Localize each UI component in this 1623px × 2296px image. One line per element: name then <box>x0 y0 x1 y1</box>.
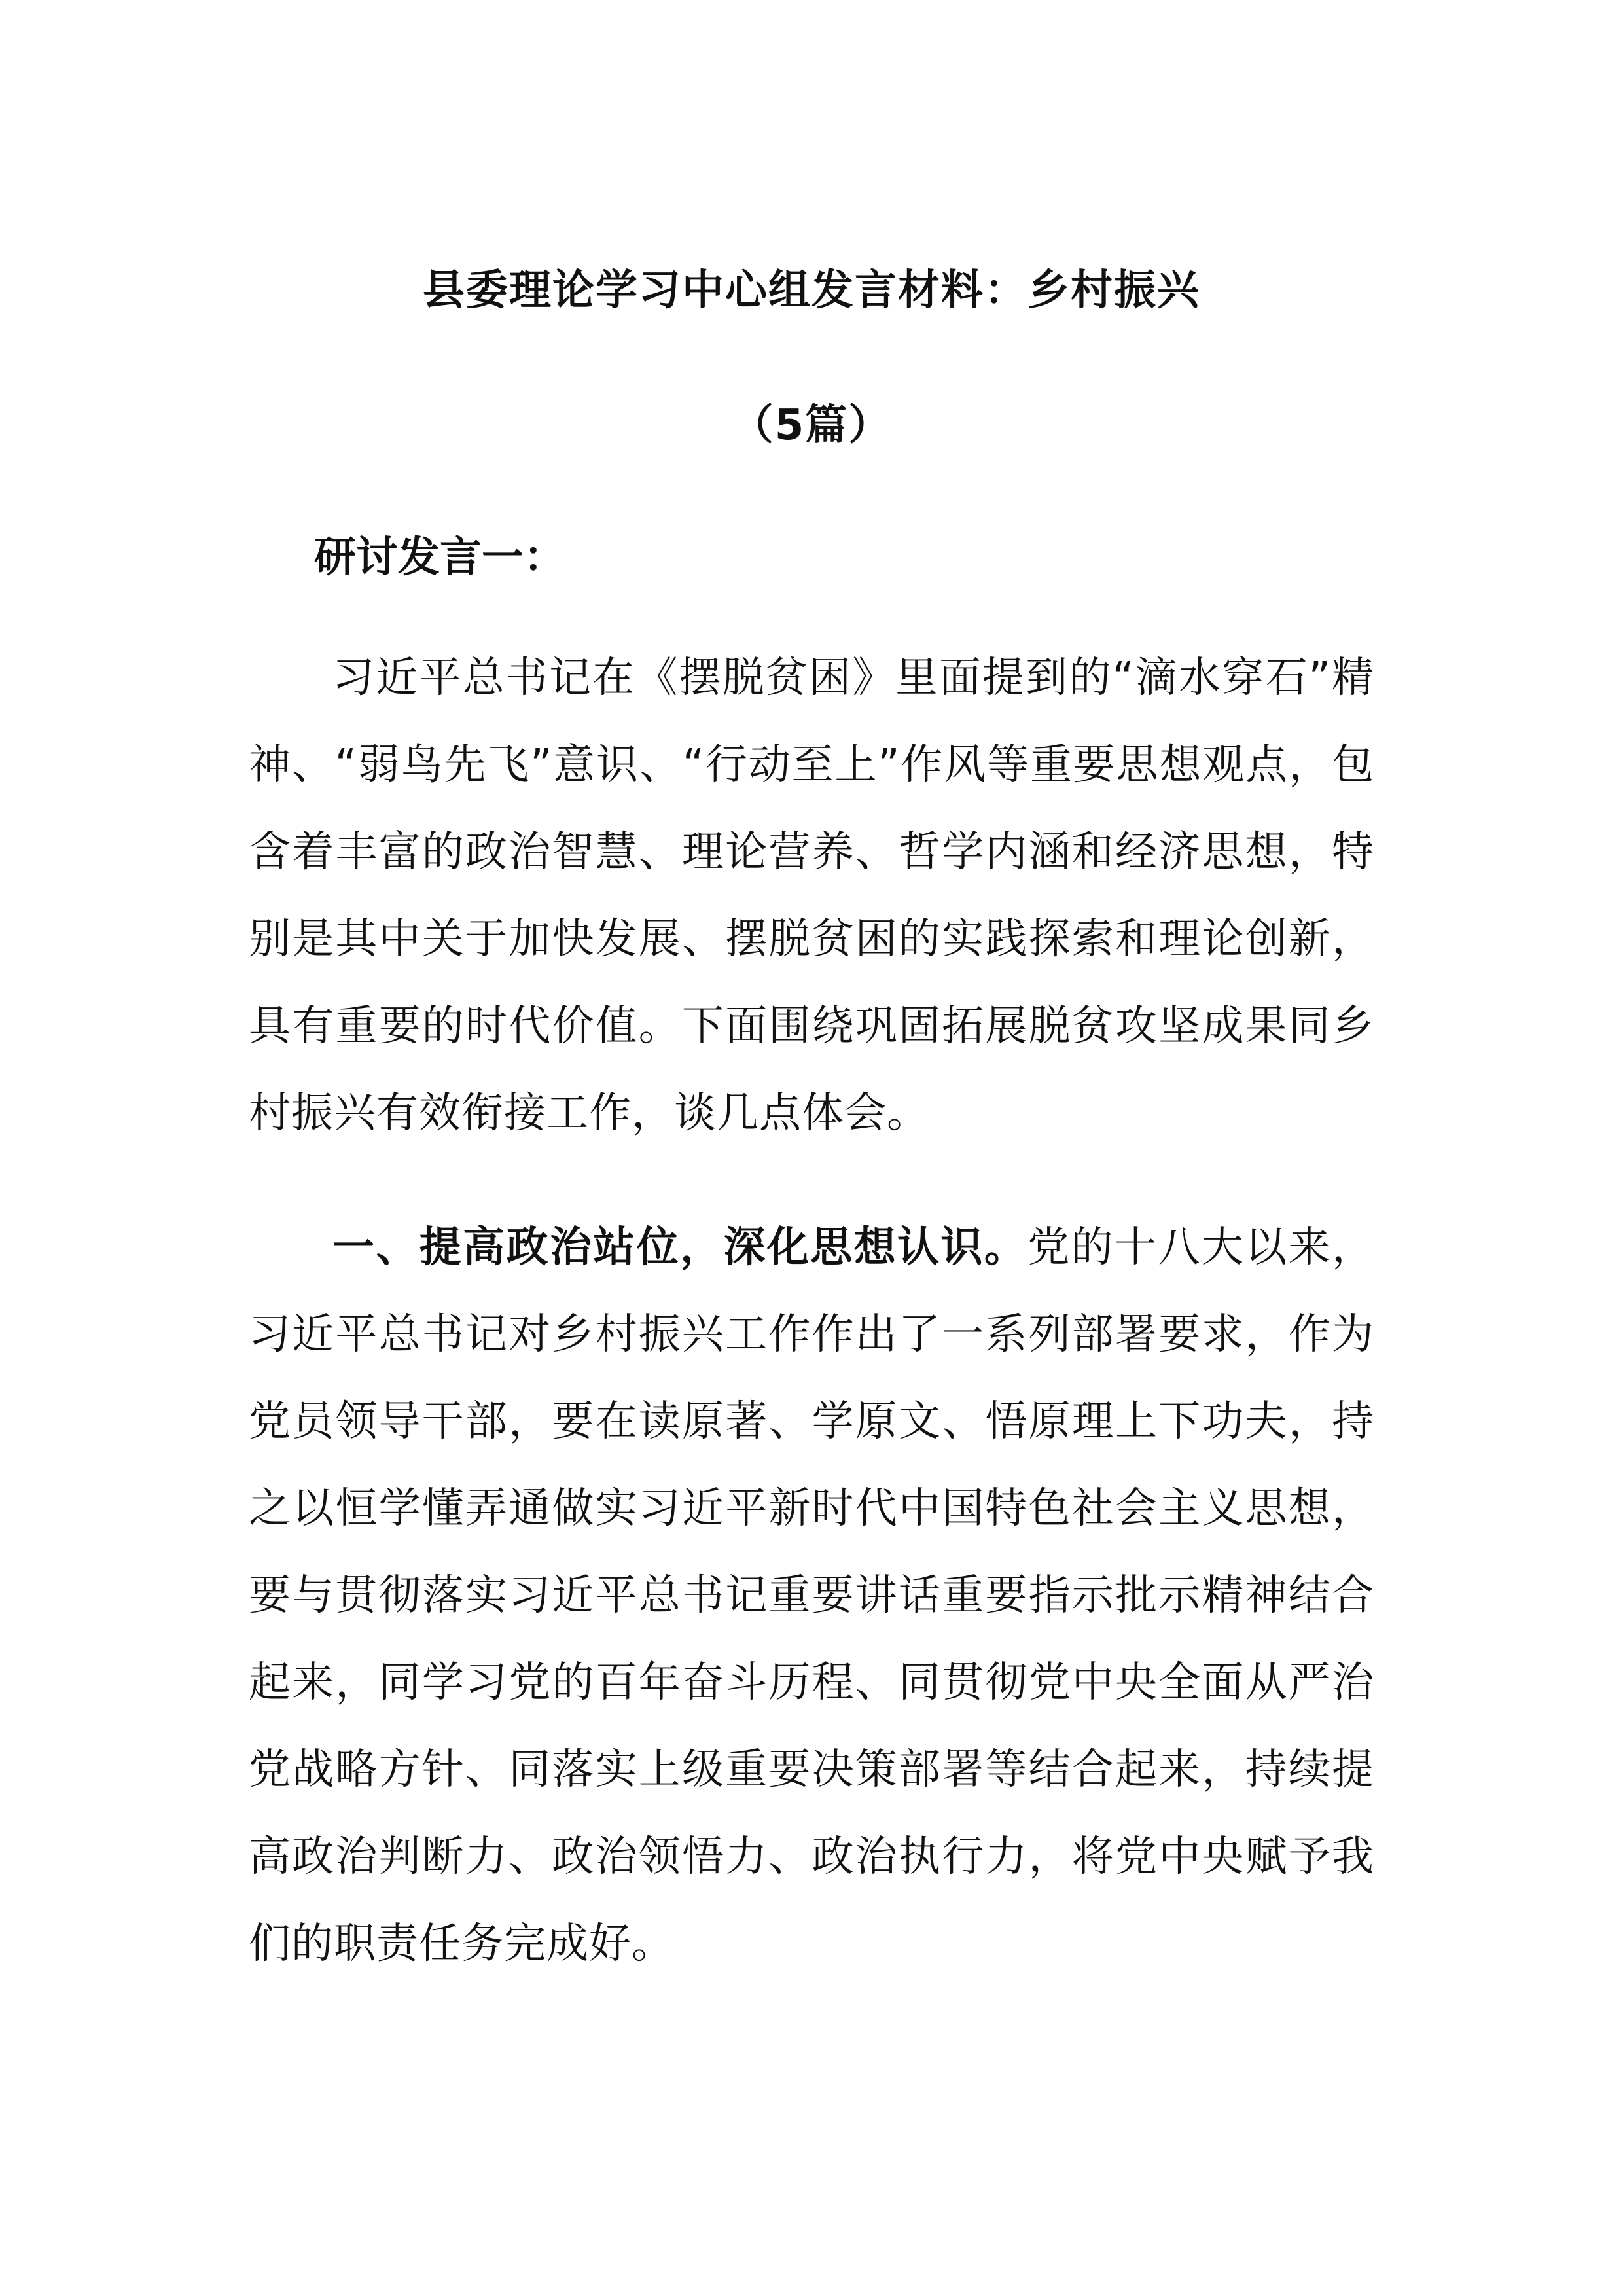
paragraph-intro: 习近平总书记在《摆脱贫困》里面提到的“滴水穿石”精神、“弱鸟先飞”意识、“行动至上”作风等重要思想观点，包含着丰富的政治智慧、理论营养、哲学内涵和经济思想，特别是其中关于加快发展、摆脱贫困的实践探索和理论创新，具有重要的时代价值。下面围绕巩固拓展脱贫攻坚成果同乡村振兴有效衔接工作，谈几点体会。 <box>249 654 1374 1138</box>
paragraph-body: 党的十八大以来，习近平总书记对乡村振兴工作作出了一系列部署要求，作为党员领导干部，要在读原著、学原文、悟原理上下功夫，持之以恒学懂弄通做实习近平新时代中国特色社会主义思想，要与贯彻落实习近平总书记重要讲话重要指示批示精神结合起来，同学习党的百年奋斗历程、同贯彻党中央全面从严治党战略方针、同落实上级重要决策部署等结合起来，持续提高政治判断力、政治领悟力、政治执行力，将党中央赋予我们的职责任务完成好。 <box>249 1223 1375 1968</box>
section-heading: 研讨发言一： <box>314 533 565 582</box>
paragraph-point-one <box>249 1204 1374 1988</box>
paragraph-lead: 一、提高政治站位，深化思想认识。 <box>332 1223 1028 1272</box>
document-subtitle: （5篇） <box>731 401 892 450</box>
document-title: 县委理论学习中心组发言材料：乡村振兴 <box>423 266 1200 315</box>
